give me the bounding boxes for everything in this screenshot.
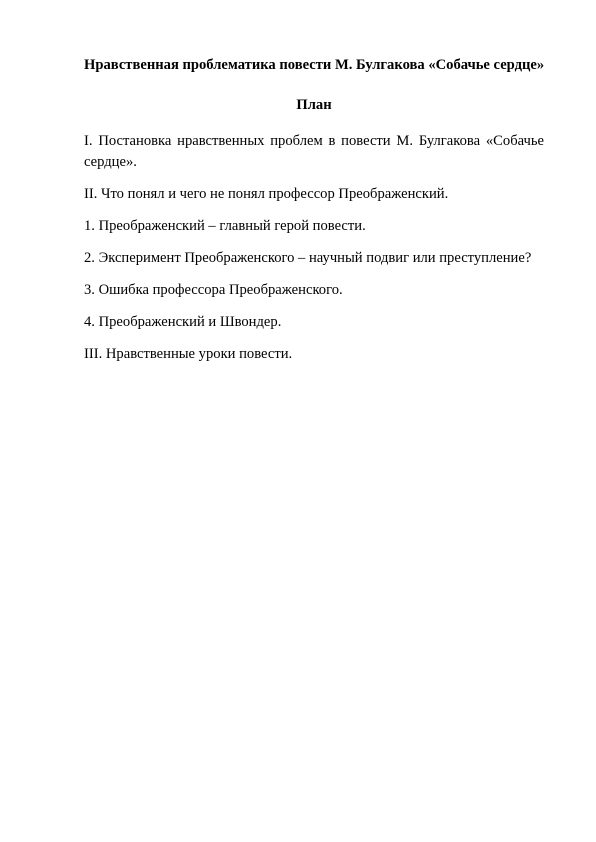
plan-item-5: 3. Ошибка профессора Преображенского.	[84, 282, 343, 298]
plan-item-6: 4. Преображенский и Швондер.	[84, 314, 282, 330]
plan-item-4: 2. Эксперимент Преображенского – научный подвиг или преступление?	[84, 250, 532, 266]
plan-item-2: II. Что понял и чего не понял профессор Преображенский.	[84, 186, 449, 202]
plan-item-1: I. Постановка нравственных проблем в повести М. Булгакова «Собачье сердце».	[84, 133, 544, 170]
plan-item-7: III. Нравственные уроки повести.	[84, 346, 293, 362]
document-content	[84, 55, 544, 376]
plan-item-3: 1. Преображенский – главный герой повести.	[84, 218, 366, 234]
plan-heading: План	[296, 97, 332, 113]
document-title: Нравственная проблематика повести М. Булгакова «Собачье сердце»	[84, 57, 545, 73]
plan-list	[84, 131, 544, 365]
